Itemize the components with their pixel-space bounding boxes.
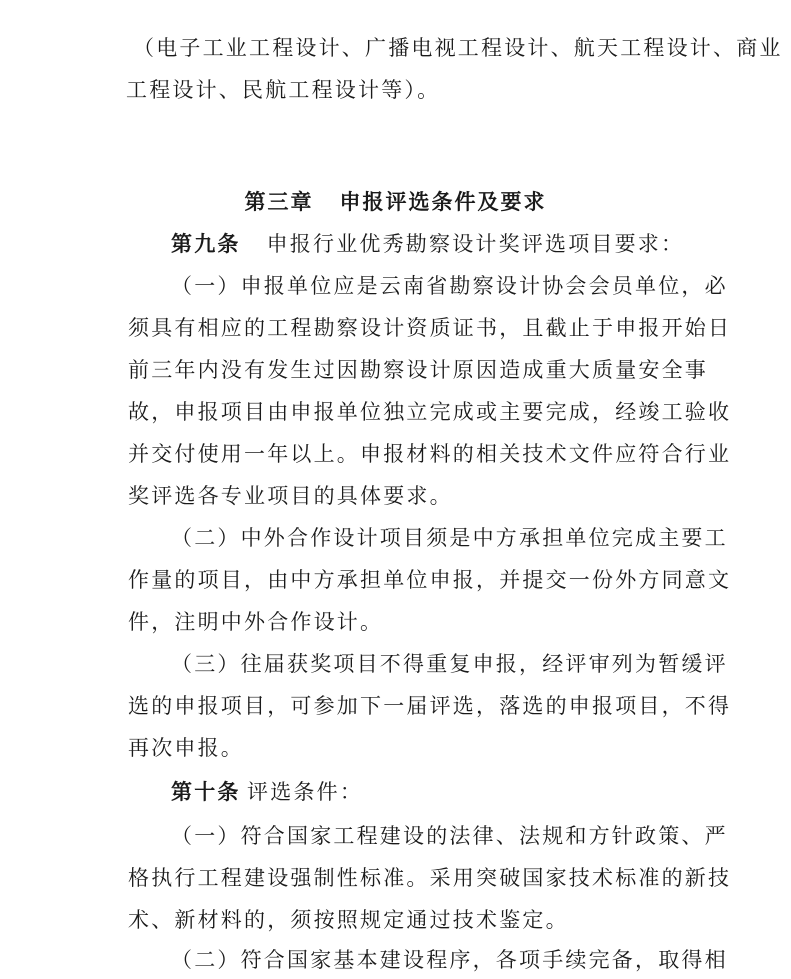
- article-9-item-3-line: （三）往届获奖项目不得重复申报，经评审列为暂缓评: [171, 652, 728, 676]
- article-9-item-1-line: 奖评选各专业项目的具体要求。: [128, 484, 453, 508]
- article-10-label: 第十条: [171, 779, 241, 804]
- article-9-item-3-line: 选的申报项目，可参加下一届评选，落选的申报项目，不得: [128, 694, 732, 718]
- intro-line-1: （电子工业工程设计、广播电视工程设计、航天工程设计、商业: [133, 36, 783, 60]
- article-9-item-1-line: 故，申报项目由申报单位独立完成或主要完成，经竣工验收: [128, 400, 732, 424]
- article-10-item-2-line: （二）符合国家基本建设程序，各项手续完备，取得相: [171, 948, 728, 972]
- article-9-item-2-line: 作量的项目，由中方承担单位申报，并提交一份外方同意文: [128, 568, 732, 592]
- article-9-heading: [171, 230, 684, 258]
- article-9-item-2-line: 件，注明中外合作设计。: [128, 610, 384, 634]
- article-9-item-1-line: 须具有相应的工程勘察设计资质证书，且截止于申报开始日: [128, 316, 732, 340]
- article-10-title: 评选条件：: [247, 780, 364, 804]
- article-9-item-2-line: （二）中外合作设计项目须是中方承担单位完成主要工: [171, 526, 728, 550]
- article-9-label: 第九条: [171, 231, 241, 256]
- intro-line-2: 工程设计、民航工程设计等）。: [126, 78, 441, 102]
- chapter-title: 申报评选条件及要求: [339, 189, 547, 214]
- article-10-item-1-line: （一）符合国家工程建设的法律、法规和方针政策、严: [171, 824, 728, 848]
- article-9-item-1-line: 前三年内没有发生过因勘察设计原因造成重大质量安全事: [128, 358, 708, 382]
- article-9-item-3-line: 再次申报。: [128, 736, 244, 760]
- article-10-heading: [171, 778, 363, 806]
- chapter-heading: [0, 186, 791, 216]
- article-10-item-1-line: 格执行工程建设强制性标准。采用突破国家技术标准的新技: [128, 866, 732, 890]
- article-10-item-1-line: 术、新材料的，须按照规定通过技术鉴定。: [128, 908, 569, 932]
- article-9-item-1-line: 并交付使用一年以上。申报材料的相关技术文件应符合行业: [128, 442, 732, 466]
- article-9-title: 申报行业优秀勘察设计奖评选项目要求：: [266, 232, 685, 256]
- chapter-number: 第三章: [244, 189, 314, 214]
- article-9-item-1-line: （一）申报单位应是云南省勘察设计协会会员单位，必: [171, 274, 728, 298]
